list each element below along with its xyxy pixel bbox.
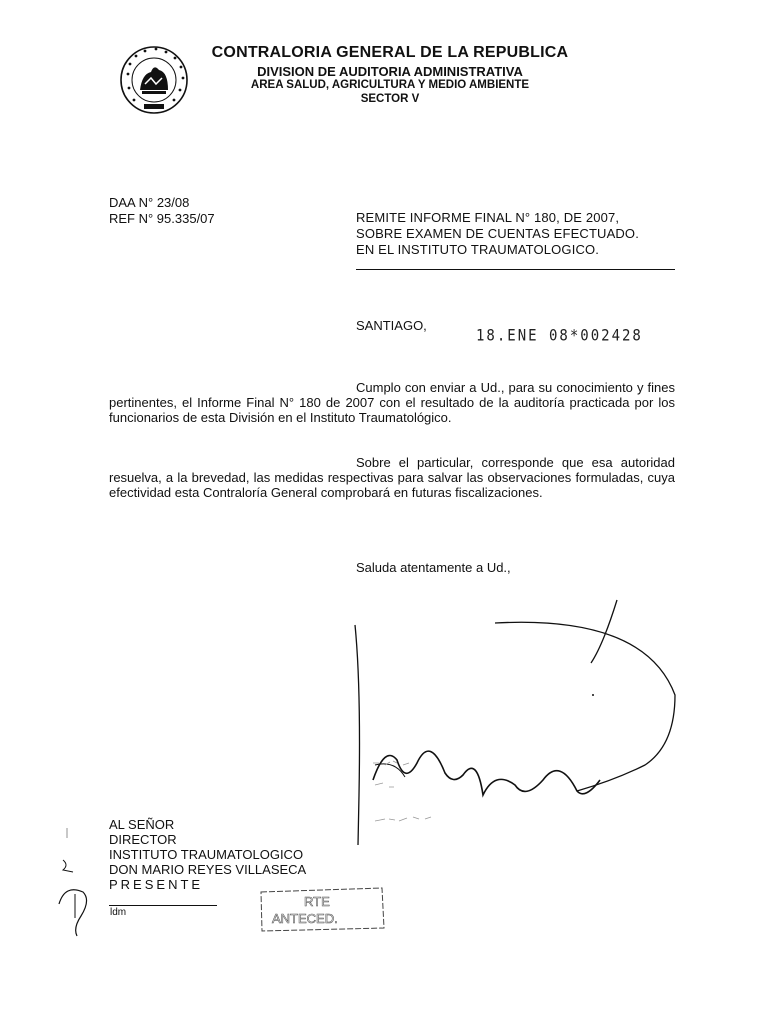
recipient-salutation: AL SEÑOR [109, 817, 175, 832]
body-paragraph-1 [109, 380, 675, 425]
recipient-presente: PRESENTE [109, 877, 204, 892]
svg-text:RTE: RTE [304, 894, 330, 909]
body-paragraph-2 [109, 455, 675, 500]
rte-antecedentes-stamp-icon [258, 884, 386, 932]
closing-salutation: Saluda atentamente a Ud., [356, 560, 511, 575]
handwritten-signature-icon [345, 595, 690, 945]
institution-title: CONTRALORIA GENERAL DE LA REPUBLICA [211, 44, 569, 61]
recipient-title: DIRECTOR [109, 832, 177, 847]
division-name: DIVISION DE AUDITORIA ADMINISTRATIVA [257, 64, 523, 79]
typist-initials: ldm [110, 907, 127, 918]
area-name: AREA SALUD, AGRICULTURA Y MEDIO AMBIENTE [250, 79, 530, 91]
place-label: SANTIAGO, [356, 318, 427, 333]
subject-line-2: SOBRE EXAMEN DE CUENTAS EFECTUADO. [356, 226, 639, 241]
margin-handwriting-icon [55, 820, 100, 940]
paragraph-2-rest: autoridad resuelva, a la brevedad, las medidas respectivas para salvar las observaciones formuladas, cuya efectividad esta Contraloría General comprobará en futuras fiscalizaciones. [109, 455, 675, 500]
contraloria-seal-icon [118, 44, 190, 116]
sector-name: SECTOR V [360, 93, 420, 105]
initials-rule [109, 905, 217, 906]
paragraph-1-rest: y fines pertinentes, el Informe Final N° 180 de 2007 con el resultado de la auditoría practicada por los funcionarios de esta División en el Instituto Traumatológico. [109, 380, 675, 425]
paragraph-2-start: Sobre el particular, corresponde que esa [356, 455, 613, 470]
daa-number: DAA N° 23/08 [109, 195, 190, 210]
recipient-block [109, 817, 306, 892]
subject-line-1: REMITE INFORME FINAL N° 180, DE 2007, [356, 210, 620, 225]
subject-block [356, 210, 676, 258]
ref-number: REF N° 95.335/07 [109, 211, 215, 226]
recipient-institution: INSTITUTO TRAUMATOLOGICO [109, 847, 304, 862]
svg-text:ANTECED.: ANTECED. [272, 911, 338, 926]
reference-block [109, 195, 215, 227]
paragraph-1-start: Cumplo con enviar a Ud., para su conocimiento [356, 380, 633, 395]
date-number-stamp: 18.ENE 08*002428 [476, 327, 643, 345]
subject-line-3: EN EL INSTITUTO TRAUMATOLOGICO. [356, 242, 600, 257]
subject-underline [356, 269, 675, 270]
recipient-name: DON MARIO REYES VILLASECA [109, 862, 307, 877]
